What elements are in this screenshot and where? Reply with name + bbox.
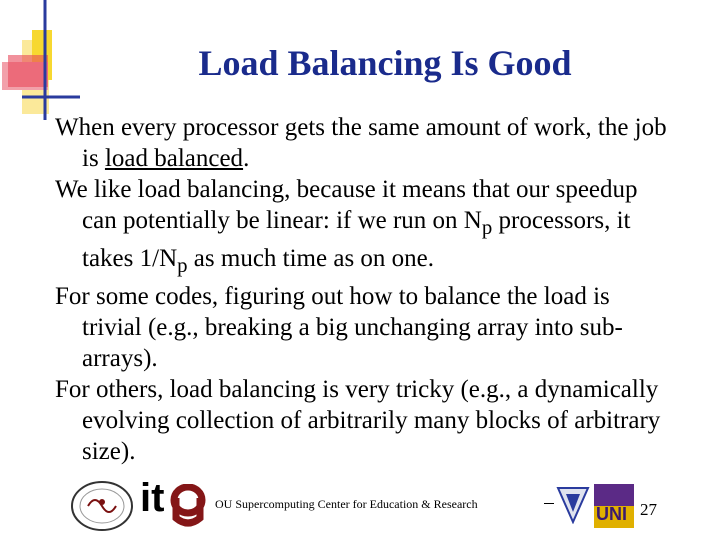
uni-logo [594,484,634,528]
footer-org-name: OU Supercomputing Center for Education & Research [215,497,478,511]
uni-logo-text: UNI [596,504,627,524]
paragraph-1-end: . [243,145,250,172]
slide-body [55,112,675,467]
corner-decoration [0,0,80,120]
subscript-p: p [481,215,493,239]
paragraph-load-balanced [55,112,675,174]
seal-logo [70,480,134,532]
term-load-balanced: load balanced [104,145,244,172]
paragraph-tricky-codes: For others, load balancing is very tricky (e.g., a dynamically evolving collection of arbitrarily many blocks of arbitrary size). [55,376,661,465]
paragraph-2-part1: We like load balancing, because it means that our speedup can potentially be linear: if we run on N [55,176,638,234]
paragraph-2-part3: as much time as on one. [187,245,435,272]
shield-icon [556,484,590,524]
paragraph-trivial-codes: For some codes, figuring out how to balance the load is trivial (e.g., breaking a big unchanging array into sub-arrays). [55,283,623,372]
paragraph-1-text: When every processor gets the same amount of work, the job is [55,114,667,172]
ou-interlock-icon [170,484,206,528]
page-number: 27 [640,500,657,519]
itou-logo [140,476,210,532]
slide-title: Load Balancing Is Good [198,43,572,83]
subscript-p: p [177,253,188,277]
footer-rule [544,503,554,504]
it-logo-text: it [140,476,165,520]
footer [0,470,720,540]
paragraph-linear-speedup [55,174,675,281]
paragraph-2-part2: processors, it takes 1/N [82,207,631,272]
